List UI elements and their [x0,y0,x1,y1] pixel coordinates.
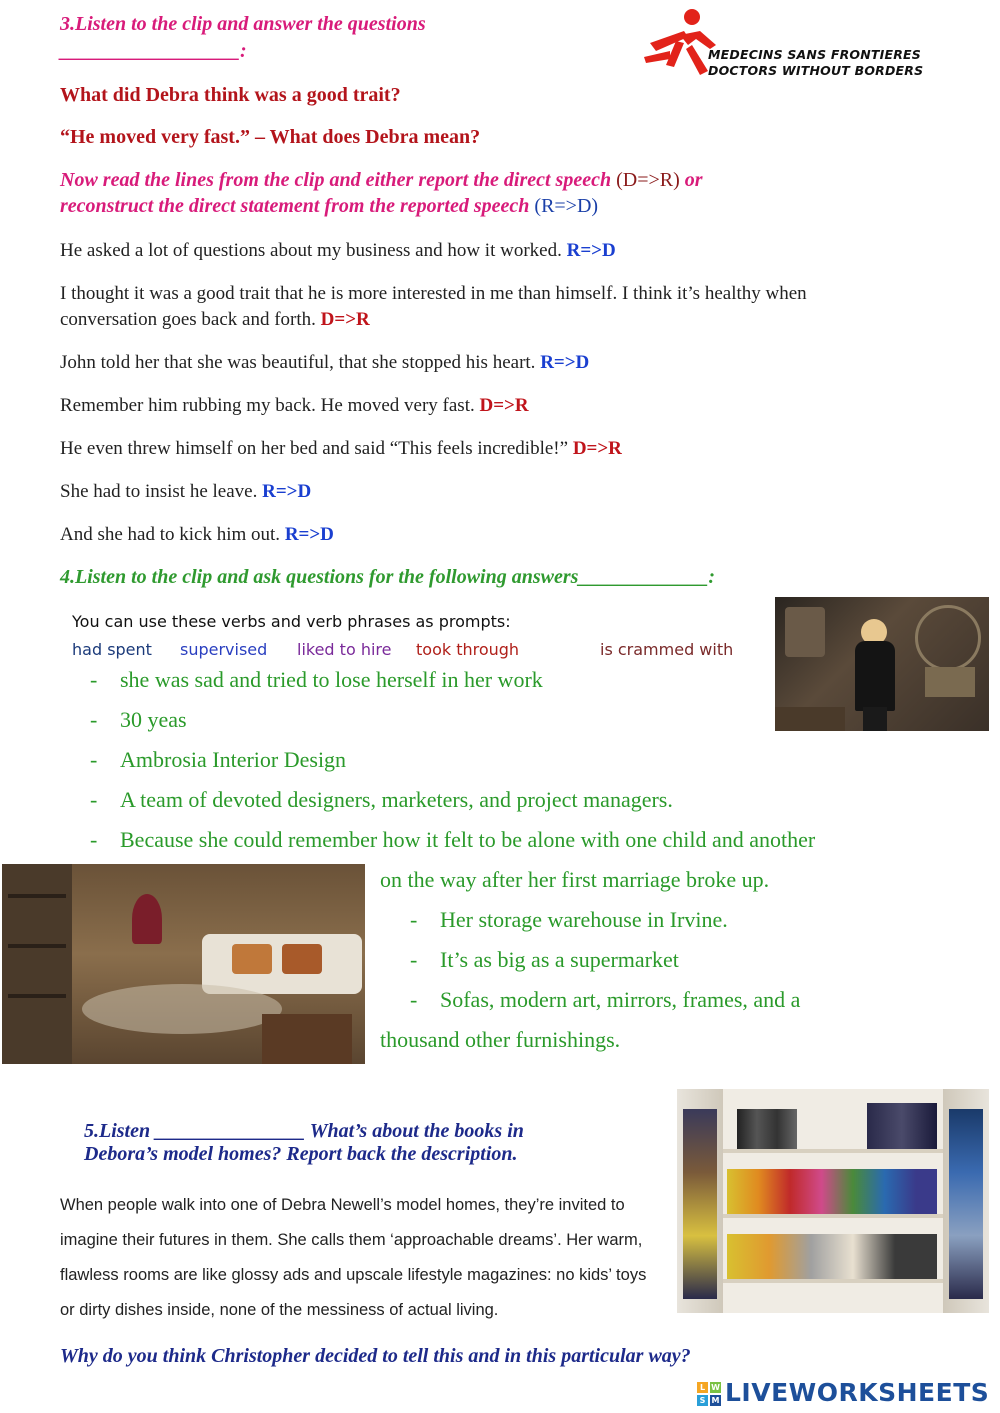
section5-blank[interactable]: _______________ [155,1120,306,1142]
prompt-crammed-with: is crammed with [600,640,734,659]
liveworksheets-logo [697,1378,997,1410]
answer-2: - 30 yeas [90,707,187,732]
answer-3: - Ambrosia Interior Design [90,747,347,772]
woman-photo [775,597,989,731]
liveworksheets-wordmark[interactable]: LIVEWORKSHEETS [725,1378,990,1407]
msf-logo-line1: MEDECINS SANS FRONTIERES [708,47,921,62]
closing-question: Why do you think Christopher decided to tell this and in this particular way? [60,1345,691,1367]
msf-logo-line2: DOCTORS WITHOUT BORDERS [708,63,924,78]
answer-8-continued: thousand other furnishings. [380,1027,621,1052]
msf-logo [640,5,930,80]
prompt-liked-to-hire: liked to hire [297,640,392,659]
prompt-label: You can use these verbs and verb phrases as prompts: [72,612,511,631]
section5-heading: 5.Listen _______________ What’s about the books in Debora’s model homes? Report back the description. [84,1120,524,1165]
sentence-7: And she had to kick him out. R=>D [60,524,334,545]
section4-heading: 4.Listen to the clip and ask questions for the following answers_____________: [60,566,716,588]
sentence-4: Remember him rubbing my back. He moved very fast. D=>R [60,395,529,416]
section3-blank[interactable]: __________________: [60,40,247,62]
answer-7: - It’s as big as a supermarket [410,947,679,972]
bookshelf-photo [677,1089,989,1313]
sentence-2: I thought it was a good trait that he is more interested in me than himself. I think it’s healthy when conversation goes back and forth. D=>R [60,283,807,330]
answer-5: - Because she could remember how it felt to be alone with one child and another [90,827,816,852]
answer-8: - Sofas, modern art, mirrors, frames, and a [410,987,801,1012]
sentence-1: He asked a lot of questions about my business and how it worked. R=>D [60,240,616,261]
description-paragraph: When people walk into one of Debra Newell’s model homes, they’re invited to imagine their futures in them. She calls them ‘approachable dreams’. Her warm, flawless rooms are like glossy ads and upscale lifestyle magazines: no kids’ toys or dirty dishes inside, none of the messiness of actual living. [60,1196,647,1319]
prompt-supervised: supervised [180,640,268,659]
section4-blank[interactable]: _____________: [578,566,716,588]
answer-1: - she was sad and tried to lose herself in her work [90,667,543,692]
instruction-line-1: Now read the lines from the clip and either report the direct speech (D=>R) or [60,169,703,191]
prompt-took-through: took through [416,640,520,659]
sentence-6: She had to insist he leave. R=>D [60,481,312,502]
question-1: What did Debra think was a good trait? [60,84,401,106]
answer-5-continued: on the way after her first marriage broke up. [380,867,770,892]
prompt-had-spent: had spent [72,640,152,659]
living-room-photo [2,864,365,1064]
code-rd: (R=>D) [534,195,599,217]
sentence-3: John told her that she was beautiful, that she stopped his heart. R=>D [60,352,590,373]
liveworksheets-mark-icon: L W S M [697,1382,721,1406]
question-2: “He moved very fast.” – What does Debra mean? [60,126,481,148]
answer-4: - A team of devoted designers, marketers, and project managers. [90,787,673,812]
instruction-line-2: reconstruct the direct statement from the reported speech (R=>D) [60,195,599,217]
section3-heading: 3.Listen to the clip and answer the questions [60,13,426,35]
code-dr: (D=>R) [616,169,680,191]
answer-6: - Her storage warehouse in Irvine. [410,907,728,932]
sentence-5: He even threw himself on her bed and said “This feels incredible!” D=>R [60,438,622,459]
